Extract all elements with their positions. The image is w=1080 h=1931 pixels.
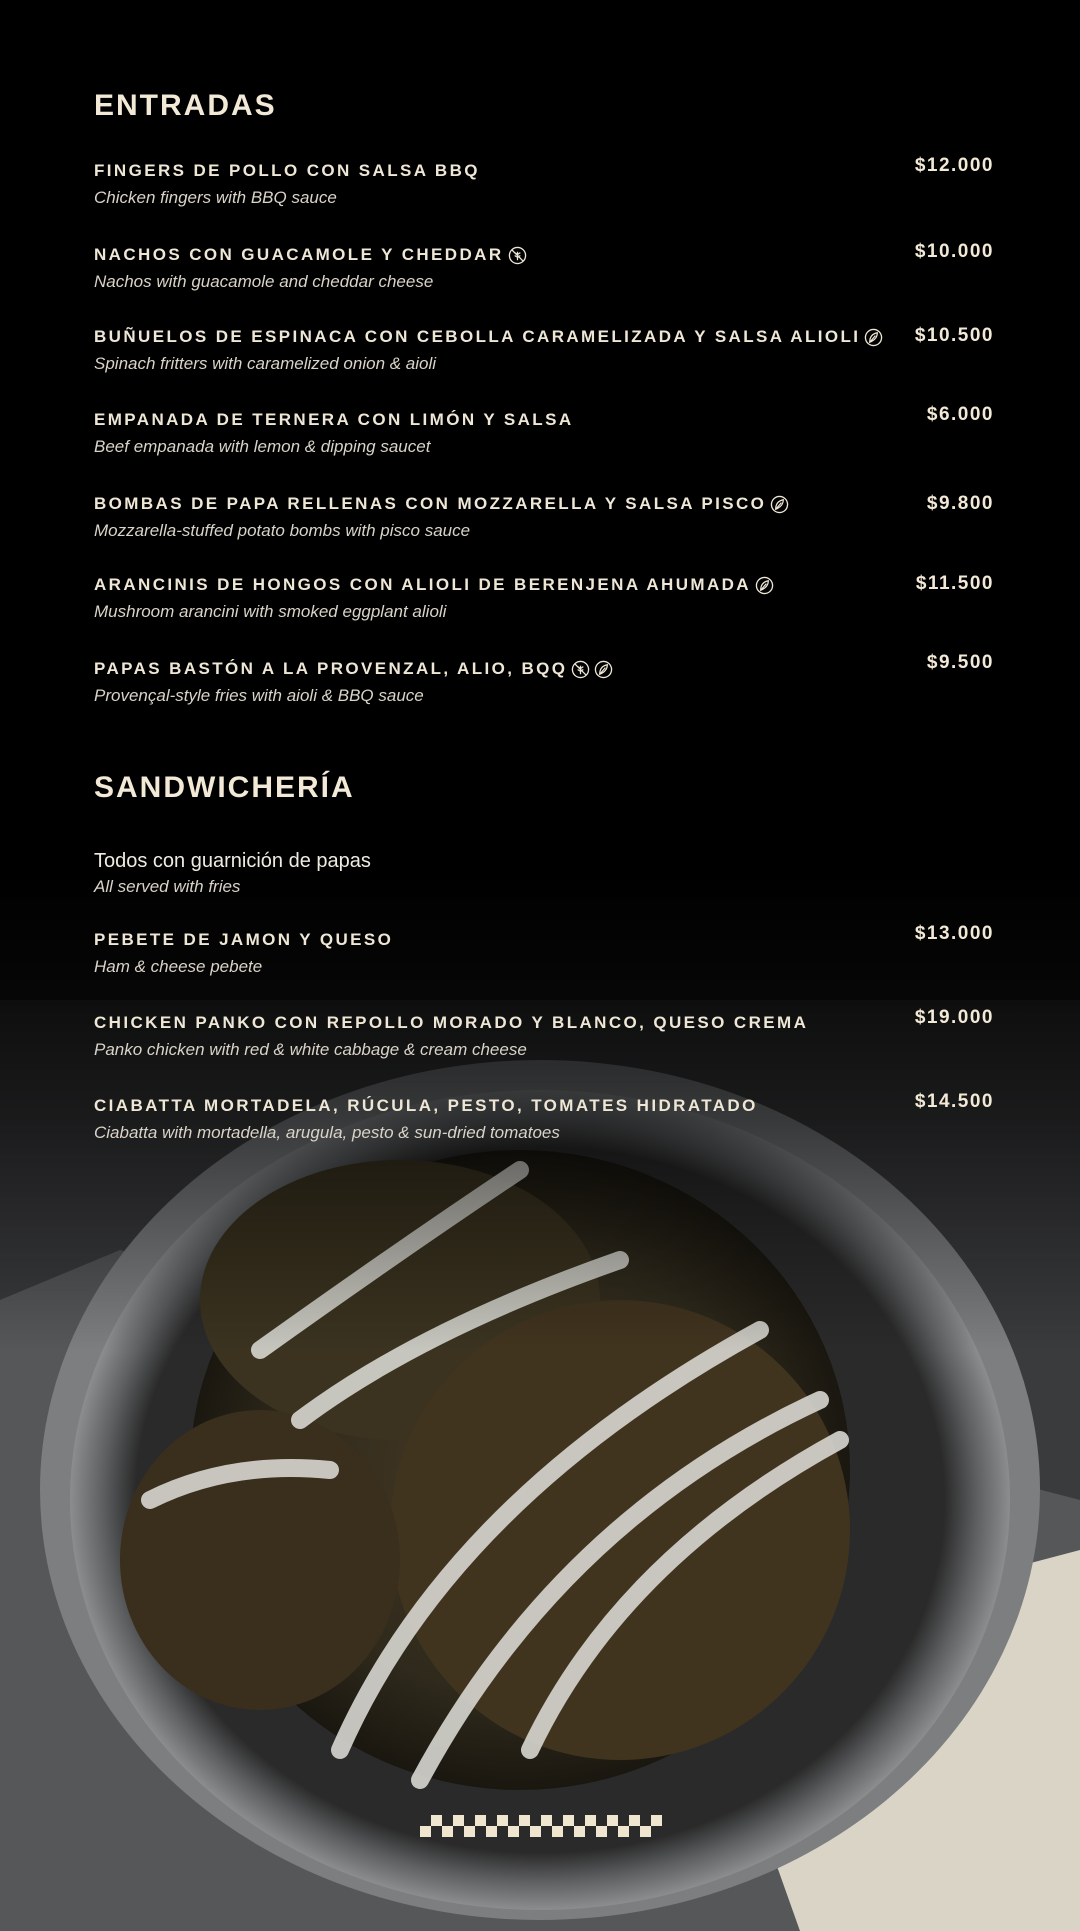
checker-square [618, 1826, 629, 1837]
checker-square [453, 1815, 464, 1826]
item-name [94, 929, 994, 951]
checker-square [442, 1826, 453, 1837]
checker-square [552, 1826, 563, 1837]
item-name-text: BUÑUELOS DE ESPINACA CON CEBOLLA CARAMELIZADA Y SALSA ALIOLI [94, 327, 861, 346]
item-name [94, 1095, 994, 1117]
checker-square [651, 1815, 662, 1826]
gluten-free-icon [508, 246, 527, 265]
menu-item [94, 574, 994, 623]
checker-square [607, 1815, 618, 1826]
item-name [94, 160, 994, 182]
item-price: $11.500 [915, 573, 994, 594]
checker-square [530, 1826, 541, 1837]
item-name-text: BOMBAS DE PAPA RELLENAS CON MOZZARELLA Y SALSA PISCO [94, 494, 767, 513]
vegetarian-leaf-icon [864, 328, 883, 347]
menu-item [94, 409, 994, 458]
section-note [94, 849, 371, 898]
item-price: $9.800 [926, 493, 994, 514]
item-description: Panko chicken with red & white cabbage & cream cheese [94, 1040, 527, 1059]
item-price: $13.000 [914, 923, 994, 944]
item-price: $12.000 [914, 155, 994, 176]
item-description: Mushroom arancini with smoked eggplant alioli [94, 602, 447, 621]
checker-square [596, 1826, 607, 1837]
item-price: $6.000 [926, 404, 994, 425]
vegetarian-leaf-icon [755, 576, 774, 595]
menu-item [94, 658, 994, 707]
section-title-sandwicheria: SANDWICHERÍA [94, 771, 355, 804]
gluten-free-icon [571, 660, 590, 679]
checker-square [629, 1815, 640, 1826]
item-description: Ham & cheese pebete [94, 957, 263, 976]
checker-square [497, 1815, 508, 1826]
item-name-text: NACHOS CON GUACAMOLE Y CHEDDAR [94, 245, 504, 264]
item-description: Provençal-style fries with aioli & BBQ sauce [94, 686, 424, 705]
checker-square [541, 1815, 552, 1826]
checker-square [640, 1826, 651, 1837]
item-description: Nachos with guacamole and cheddar cheese [94, 272, 434, 291]
checker-square [574, 1826, 585, 1837]
item-description: Chicken fingers with BBQ sauce [94, 188, 337, 207]
item-name [94, 1012, 994, 1034]
item-name-text: CIABATTA MORTADELA, RÚCULA, PESTO, TOMATES HIDRATADO [94, 1096, 758, 1115]
checker-square [508, 1826, 519, 1837]
menu-item [94, 1095, 994, 1144]
item-price: $9.500 [926, 652, 994, 673]
checker-square [563, 1815, 574, 1826]
item-description: Beef empanada with lemon & dipping saucet [94, 437, 431, 456]
item-price: $10.500 [914, 325, 994, 346]
item-price: $19.000 [914, 1007, 994, 1028]
item-name-text: PEBETE DE JAMON Y QUESO [94, 930, 394, 949]
menu-item [94, 929, 994, 978]
item-name-text: ARANCINIS DE HONGOS CON ALIOLI DE BERENJENA AHUMADA [94, 575, 751, 594]
item-name [94, 574, 994, 596]
note-translation: All served with fries [94, 877, 241, 896]
item-name [94, 409, 994, 431]
checker-pattern-decoration [420, 1815, 668, 1837]
item-name [94, 244, 994, 266]
checker-square [431, 1815, 442, 1826]
menu-item [94, 1012, 994, 1061]
menu-item [94, 160, 994, 209]
checker-square [475, 1815, 486, 1826]
checker-square [585, 1815, 596, 1826]
item-description: Mozzarella-stuffed potato bombs with pisco sauce [94, 521, 471, 540]
item-name [94, 493, 994, 515]
item-name-text: FINGERS DE POLLO CON SALSA BBQ [94, 161, 480, 180]
item-name-text: CHICKEN PANKO CON REPOLLO MORADO Y BLANCO, QUESO CREMA [94, 1013, 809, 1032]
item-name-text: EMPANADA DE TERNERA CON LIMÓN Y SALSA [94, 410, 574, 429]
item-name-text: PAPAS BASTÓN A LA PROVENZAL, ALIO, BQQ [94, 659, 568, 678]
item-name [94, 326, 994, 348]
menu-item [94, 326, 994, 375]
item-price: $10.000 [914, 241, 994, 262]
item-price: $14.500 [914, 1091, 994, 1112]
checker-square [464, 1826, 475, 1837]
checker-square [519, 1815, 530, 1826]
vegetarian-leaf-icon [770, 495, 789, 514]
item-description: Spinach fritters with caramelized onion & aioli [94, 354, 437, 373]
item-description: Ciabatta with mortadella, arugula, pesto & sun-dried tomatoes [94, 1123, 560, 1142]
menu-item [94, 244, 994, 293]
item-name [94, 658, 994, 680]
menu-item [94, 493, 994, 542]
checker-square [420, 1826, 431, 1837]
vegetarian-leaf-icon [594, 660, 613, 679]
checker-square [486, 1826, 497, 1837]
section-title-entradas: ENTRADAS [94, 89, 277, 122]
note-text: Todos con guarnición de papas [94, 850, 371, 872]
